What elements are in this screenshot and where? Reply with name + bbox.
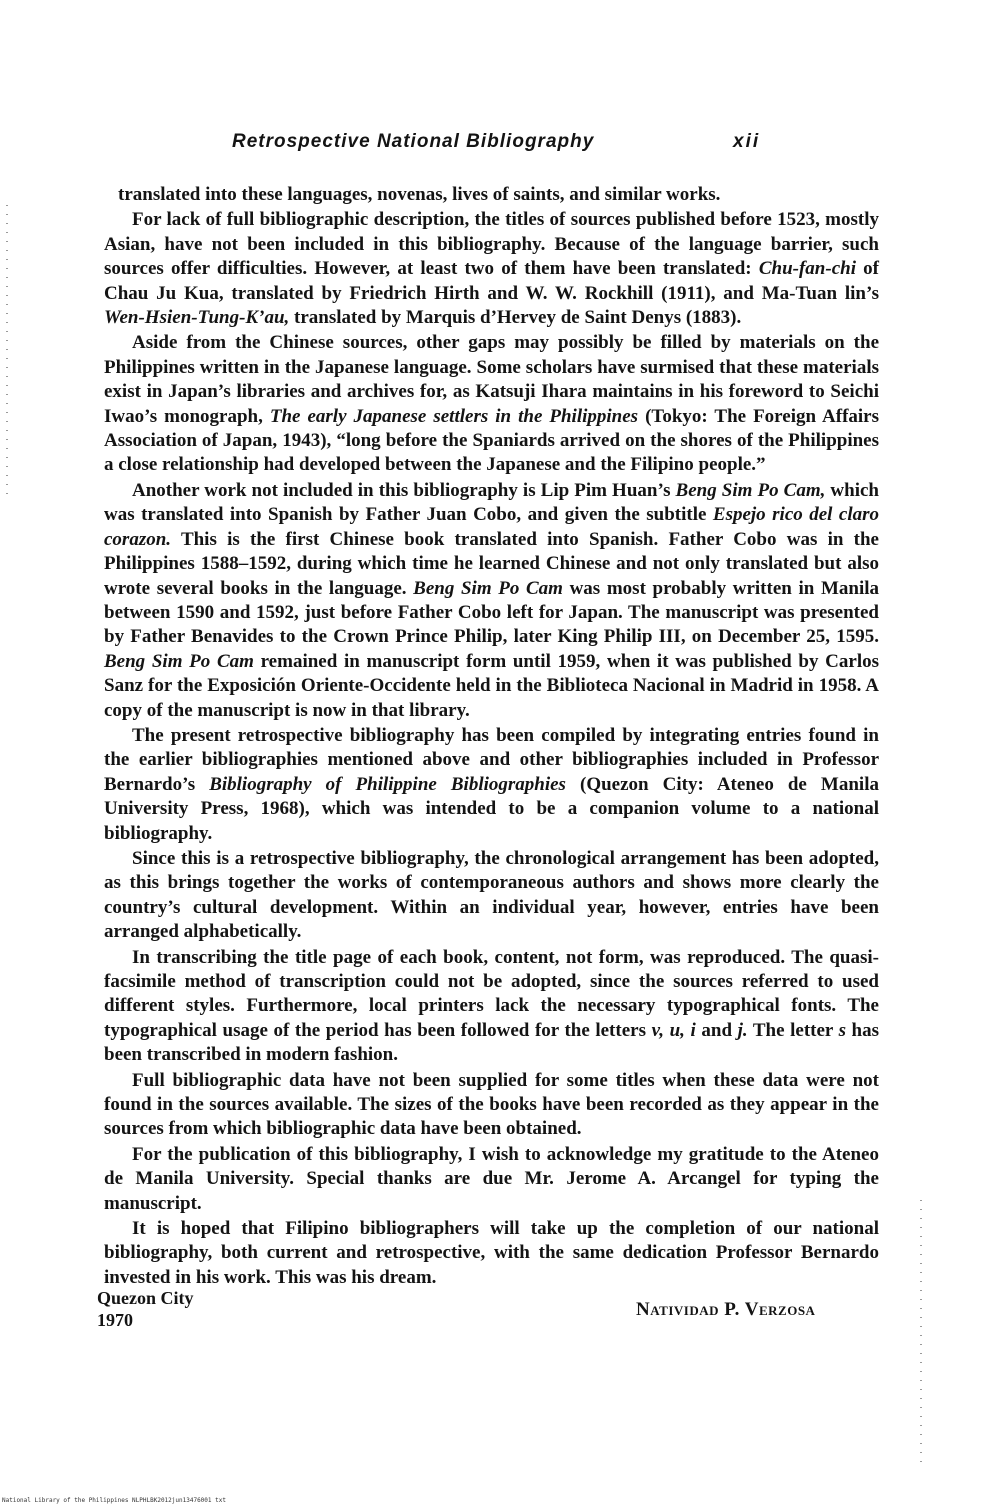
paragraph: [104, 724, 879, 846]
scan-footer: National Library of the Philippines NLPHLBK2012jun13476001 txt: [2, 1497, 226, 1504]
scan-edge-marks-right: [920, 1200, 922, 1470]
paragraph: [104, 1143, 879, 1216]
italic-title: Beng Sim Po Cam: [413, 577, 563, 599]
italic-title: Beng Sim Po Cam: [104, 650, 254, 672]
text-run: The letter: [747, 1019, 839, 1041]
text-run: remained in manuscript form until 1959, when it was published by Carlos Sanz for the Exposición Oriente-Occidente held in the Biblioteca Nacional in Madrid in 1958. A copy of the manuscript is now in that library.: [104, 650, 879, 721]
text-run: and: [695, 1019, 738, 1041]
text-run: was most probably written in Manila between 1590 and 1592, just before Father Cobo left for Japan. The manuscript was presented by Father Benavides to the Crown Prince Philip, later King Philip: [104, 577, 880, 648]
text-run: (Tokyo: The Foreign Affairs Association of Japan, 1943), “long before the Spaniards arrived on the shores of the Philippines a close relationship had developed between the Japanese and the Filipino people.”: [104, 405, 879, 476]
text-run: Since this is a retrospective bibliography, the chronological arrangement has been adopted, as this brings together the works of contemporaneous authors and shows more clearly the country’s cultural development. Within an individual year, however, entries have been arranged alphabetically.: [104, 847, 879, 943]
text-run: For lack of full bibliographic description, the titles of sources published before 1523, mostly Asian, have not been included in this bibliography. Because of the language barrier, such sources offer difficulties. However, at least two of them have been translated:: [104, 209, 879, 280]
year: 1970: [97, 1310, 133, 1330]
italic-title: Wen-Hsien-Tung-K’au,: [104, 307, 290, 329]
body-text: [104, 183, 879, 1291]
text-run: , on December 25, 1595.: [680, 626, 879, 648]
paragraph: [104, 946, 879, 1068]
italic-title: j.: [737, 1019, 748, 1041]
paragraph: [104, 208, 879, 330]
page-number: xii: [733, 131, 761, 152]
paragraph: [104, 847, 879, 945]
text-run: Another work not included in this bibliography is Lip Pim Huan’s: [132, 479, 676, 501]
running-title: Retrospective National Bibliography: [232, 131, 595, 152]
italic-title: The early Japanese settlers in the Philippines: [269, 405, 639, 427]
italic-title: Espejo rico del claro corazon.: [104, 504, 880, 550]
running-head: [0, 131, 991, 161]
italic-title: Bibliography of Philippine Bibliographies: [209, 773, 566, 795]
small-caps-text: III: [658, 626, 681, 648]
text-run: translated into these languages, novenas, lives of saints, and similar works.: [118, 184, 721, 205]
place: Quezon City: [97, 1288, 194, 1308]
text-run: This is the first Chinese book translated into Spanish. Father Cobo was in the Philippines 1588–1592, during which time he learned Chinese and not only translated but also wrote several books in the language.: [104, 528, 879, 599]
author-signature: Natividad P. Verzosa: [636, 1299, 816, 1320]
text-run: has been transcribed in modern fashion.: [104, 1019, 880, 1066]
paragraph: [104, 479, 879, 723]
place-date: [97, 1287, 194, 1331]
text-run: The present retrospective bibliography has been compiled by integrating entries found in the earlier bibliographies mentioned above and other bibliographies included in Professor Bernardo’s: [104, 724, 879, 795]
paragraph: [104, 183, 879, 207]
text-run: For the publication of this bibliography, I wish to acknowledge my gratitude to the Ateneo de Manila University. Special thanks are due Mr. Jerome A. Arcangel for typing the manuscript.: [104, 1143, 879, 1214]
paragraph: [104, 1069, 879, 1142]
text-run: translated by Marquis d’Hervey de Saint Denys (1883).: [289, 307, 742, 329]
text-run: Full bibliographic data have not been supplied for some titles when these data were not found in the sources available. The sizes of the books have been recorded as they appear in the sources from which bibliographic data have been obtained.: [104, 1069, 879, 1140]
scan-edge-marks-left: [6, 205, 8, 495]
text-run: which was translated into Spanish by Father Juan Cobo, and given the subtitle: [104, 479, 879, 526]
italic-title: s: [838, 1019, 846, 1041]
text-run: In transcribing the title page of each book, content, not form, was reproduced. The quasi-facsimile method of transcription could not be adopted, since the sources referred to used different styles. Furthermore, local printers lack the necessary typographical fonts. The typographical usage of the period has been followed for the letters: [104, 946, 879, 1041]
text-run: of Chau Ju Kua, translated by Friedrich Hirth and W. W. Rockhill (1911), and Ma-Tuan lin’s: [104, 258, 880, 304]
italic-title: Beng Sim Po Cam,: [675, 479, 826, 501]
text-run: (Quezon City: Ateneo de Manila University Press, 1968), which was intended to be a companion volume to a national bibliography.: [104, 773, 879, 844]
paragraph: [104, 1217, 879, 1290]
paragraph: [104, 331, 879, 477]
text-run: Aside from the Chinese sources, other gaps may possibly be filled by materials on the Philippines written in the Japanese language. Some scholars have surmised that these materials exist in Japan’s libraries and archives for, as Katsuji Ihara maintains in his foreword to Seichi Iwao’s monograph,: [104, 332, 879, 427]
text-run: It is hoped that Filipino bibliographers will take up the completion of our national bibliography, both current and retrospective, with the same dedication Professor Bernardo invested in his work. This was his dream.: [104, 1218, 879, 1288]
italic-title: Chu-fan-chi: [758, 258, 856, 280]
italic-title: v, u, i: [651, 1019, 696, 1041]
